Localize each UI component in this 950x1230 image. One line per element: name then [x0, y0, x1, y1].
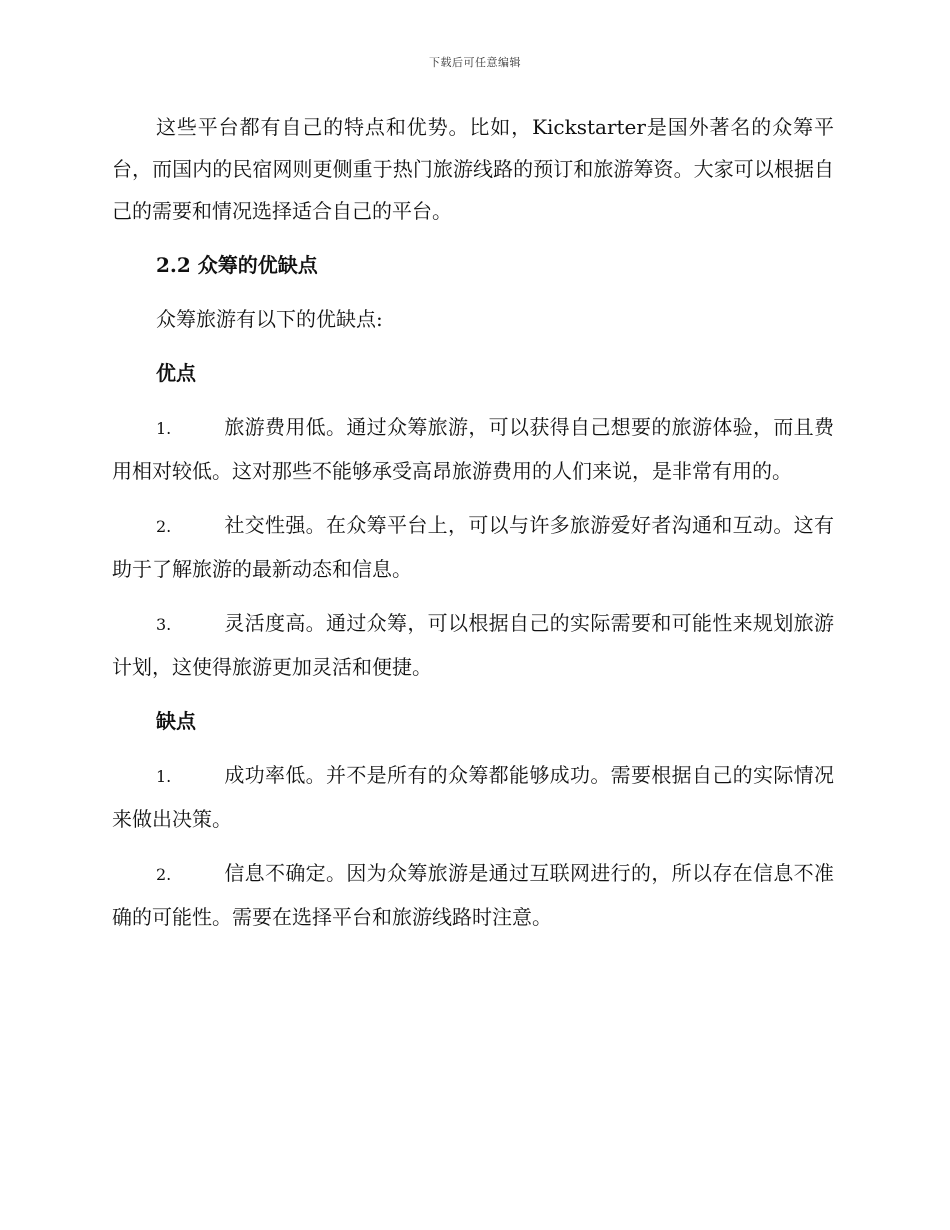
page-header: 下载后可任意编辑 — [429, 56, 521, 69]
list-number: 2. — [156, 865, 172, 884]
list-number: 1. — [156, 767, 172, 786]
list-text: 信息不确定。因为众筹旅游是通过互联网进行的，所以存在信息不准确的可能性。需要在选择平台和旅游线路时注意。 — [112, 861, 834, 929]
cons-item-2 — [112, 852, 834, 938]
list-number: 1. — [156, 419, 172, 438]
list-text: 成功率低。并不是所有的众筹都能够成功。需要根据自己的实际情况来做出决策。 — [112, 763, 834, 831]
list-text: 旅游费用低。通过众筹旅游，可以获得自己想要的旅游体验，而且费用相对较低。这对那些不能够承受高昂旅游费用的人们来说，是非常有用的。 — [112, 415, 834, 483]
document-body — [112, 106, 834, 950]
section-heading: 2.2 众筹的优缺点 — [156, 253, 318, 277]
pros-heading: 优点 — [156, 361, 196, 385]
list-number: 3. — [156, 615, 172, 634]
cons-item-1 — [112, 754, 834, 840]
intro-paragraph: 这些平台都有自己的特点和优势。比如，Kickstarter是国外著名的众筹平台，而国内的民宿网则更侧重于热门旅游线路的预订和旅游筹资。大家可以根据自己的需要和情况选择适合自己的平台。 — [112, 115, 834, 223]
list-number: 2. — [156, 517, 172, 536]
section-lead: 众筹旅游有以下的优缺点: — [156, 307, 383, 331]
list-text: 社交性强。在众筹平台上，可以与许多旅游爱好者沟通和互动。这有助于了解旅游的最新动态和信息。 — [112, 513, 834, 581]
pros-item-3 — [112, 602, 834, 688]
list-text: 灵活度高。通过众筹，可以根据自己的实际需要和可能性来规划旅游计划，这使得旅游更加灵活和便捷。 — [112, 611, 834, 679]
pros-item-2 — [112, 504, 834, 590]
pros-item-1 — [112, 406, 834, 492]
cons-heading: 缺点 — [156, 709, 196, 733]
